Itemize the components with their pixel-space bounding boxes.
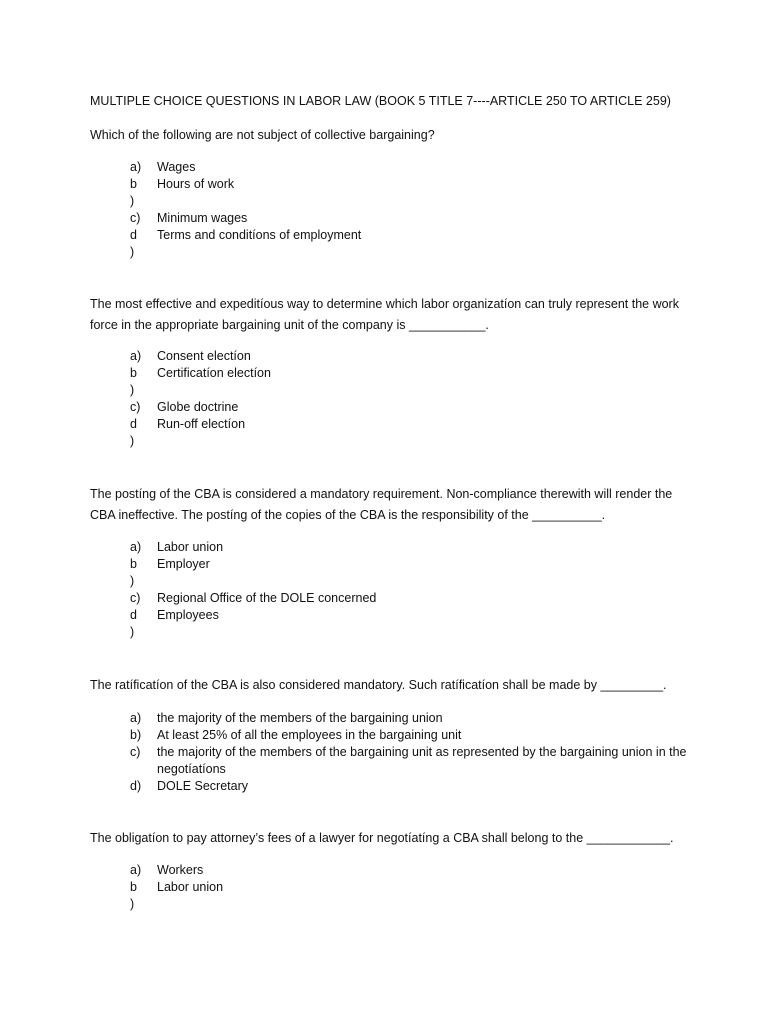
option-label: b — [130, 880, 137, 894]
option-label: b — [130, 557, 137, 571]
option-item — [130, 348, 690, 365]
option-label: b — [130, 177, 137, 191]
option-label: b — [130, 366, 137, 380]
option-label: ) — [130, 383, 135, 397]
option-label: ) — [130, 194, 135, 208]
option-item — [130, 539, 690, 556]
question-1-options — [130, 159, 690, 261]
option-text: Wages — [157, 160, 196, 174]
option-text: Labor union — [157, 880, 224, 894]
option-item — [130, 573, 690, 590]
option-item — [130, 382, 690, 399]
option-label: ) — [130, 434, 135, 448]
option-text: Employer — [157, 557, 210, 571]
option-item — [130, 862, 690, 879]
question-1-text: Which of the following are not subject of collective bargaining? — [90, 128, 435, 142]
option-text: Regional Office of the DOLE concerned — [157, 591, 377, 605]
question-3-options — [130, 539, 690, 641]
option-text: Certificatíon electíon — [157, 366, 271, 380]
option-item — [130, 744, 690, 778]
question-4-text: The ratíficatíon of the CBA is also considered mandatory. Such ratíficatíon shall be made by _________. — [90, 678, 667, 692]
question-2-text: The most effective and expeditíous way to determine which labor organizatíon can truly represent the work force in the appropriate bargaining unit of the company is ___________. — [90, 297, 679, 332]
option-text: Labor union — [157, 540, 224, 554]
option-item — [130, 244, 690, 261]
option-text: Consent electíon — [157, 349, 251, 363]
option-label: d) — [130, 779, 142, 793]
question-4-options — [130, 710, 690, 795]
option-text: the majority of the members of the bargaining union — [157, 711, 443, 725]
option-text: Workers — [157, 863, 204, 877]
option-item — [130, 607, 690, 624]
option-item — [130, 879, 690, 896]
option-item — [130, 896, 690, 913]
option-text: Run-off electíon — [157, 417, 246, 431]
option-item — [130, 710, 690, 727]
question-2-options — [130, 348, 690, 450]
option-label: c) — [130, 591, 141, 605]
option-text: DOLE Secretary — [157, 779, 249, 793]
option-item — [130, 399, 690, 416]
option-text: Employees — [157, 608, 219, 622]
option-label: c) — [130, 211, 141, 225]
option-label: d — [130, 608, 137, 622]
question-5-options — [130, 862, 690, 913]
option-label: c) — [130, 400, 141, 414]
option-text: Terms and conditíons of employment — [157, 228, 362, 242]
option-label: d — [130, 228, 137, 242]
option-item — [130, 193, 690, 210]
option-text: Hours of work — [157, 177, 235, 191]
option-label: a) — [130, 863, 142, 877]
option-label: a) — [130, 540, 142, 554]
option-label: a) — [130, 711, 142, 725]
option-item — [130, 365, 690, 382]
option-item — [130, 416, 690, 433]
option-text: Minimum wages — [157, 211, 248, 225]
option-text: the majority of the members of the bargaining unit as represented by the bargaining union in the negotíatíons — [157, 745, 687, 776]
option-item — [130, 227, 690, 244]
option-item — [130, 778, 690, 795]
question-3-text: The postíng of the CBA is considered a mandatory requirement. Non-compliance therewith will render the CBA ineffective. The postíng of the copies of the CBA is the responsibility of the __________. — [90, 487, 673, 522]
option-label: c) — [130, 745, 141, 759]
option-label: ) — [130, 574, 135, 588]
option-item — [130, 433, 690, 450]
option-label: b) — [130, 728, 142, 742]
option-label: ) — [130, 625, 135, 639]
option-item — [130, 624, 690, 641]
option-item — [130, 210, 690, 227]
option-label: ) — [130, 897, 135, 911]
option-item — [130, 556, 690, 573]
option-label: ) — [130, 245, 135, 259]
option-item — [130, 590, 690, 607]
option-text: Globe doctrine — [157, 400, 239, 414]
option-text: At least 25% of all the employees in the bargaining unit — [157, 728, 462, 742]
option-label: a) — [130, 349, 142, 363]
option-item — [130, 727, 690, 744]
option-item — [130, 176, 690, 193]
option-item — [130, 159, 690, 176]
option-label: d — [130, 417, 137, 431]
option-label: a) — [130, 160, 142, 174]
document-title: MULTIPLE CHOICE QUESTIONS IN LABOR LAW (BOOK 5 TITLE 7----ARTICLE 250 TO ARTICLE 259) — [90, 94, 671, 108]
question-5-text: The obligatíon to pay attorney’s fees of a lawyer for negotíatíng a CBA shall belong to the ____________. — [90, 831, 674, 845]
